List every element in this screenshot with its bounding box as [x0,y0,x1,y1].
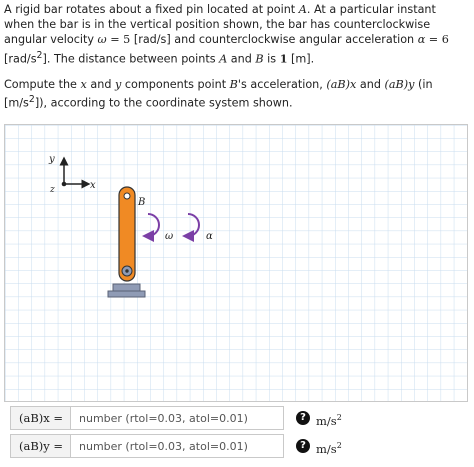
math-B: B [229,77,238,91]
answer-label-aBy: (aB)y = [10,434,70,458]
problem-text: is [263,52,280,66]
alpha-value: 6 [441,33,449,47]
math-y: y [114,77,122,91]
y-axis-label: y [49,154,55,165]
pin-support [108,284,145,297]
math-A: A [298,3,307,16]
problem-text: ]), according to the coordinate system shown. [34,96,293,110]
problem-text: . At a particular instant when the bar is in the vertical position shown, the bar has counterclockwise angular velocity [4,3,436,47]
problem-text: and [356,77,385,91]
problem-paragraph-1 [4,2,468,67]
answer-input-aBy[interactable] [70,434,284,458]
unit-label [316,406,342,430]
z-axis-dot [62,182,67,187]
omega-label: ω [165,231,174,242]
math-eq: = [425,33,442,47]
unit-text: m/s [316,413,337,428]
grid-background [5,125,467,401]
answer-label-aBx: (aB)x = [10,406,70,430]
support-plate [108,291,145,297]
superscript: 2 [28,93,35,105]
problem-text: and [227,52,256,66]
alpha-label: α [206,231,213,242]
pin-A-center [125,269,128,272]
problem-text: 's acceleration, [237,77,327,91]
unit-text: m/s [316,441,337,456]
omega-value: 5 [123,33,131,47]
distance-value: 1 [279,51,288,66]
unit-superscript: 2 [336,441,342,450]
math-alpha: α [417,33,426,47]
answer-input-aBx[interactable] [70,406,284,430]
math-omega: ω [97,33,107,47]
mechanism-figure [5,125,467,401]
help-icon[interactable]: ? [296,411,310,425]
problem-text: [m]. [287,52,315,66]
help-icon[interactable]: ? [296,439,310,453]
problem-text: and [86,77,115,91]
problem-text: Compute the [4,77,81,91]
math-eq: = [106,33,124,47]
problem-text: components point [121,77,230,91]
math-B: B [255,52,264,66]
answer-row-aBx [4,406,468,430]
problem-statement [4,2,468,111]
unit-label [316,434,342,458]
figure-panel [4,124,468,402]
math-aBx: (aB)x [326,77,357,91]
superscript: 2 [36,49,43,61]
x-axis-label: x [90,180,96,191]
math-x: x [80,77,87,91]
point-B-marker [124,193,130,199]
answer-row-aBy [4,434,468,458]
problem-text: (in [m/s [4,77,433,110]
problem-text: ]. The distance between points [42,52,220,66]
unit-superscript: 2 [336,413,342,422]
math-aBy: (aB)y [384,77,415,91]
problem-paragraph-2 [4,77,468,111]
math-A: A [219,52,228,66]
point-B-label: B [138,197,146,208]
problem-text: A rigid bar rotates about a fixed pin located at point [4,3,299,16]
problem-text: [rad/s [4,52,37,66]
z-axis-label: z [50,185,55,195]
problem-text: [rad/s] and counterclockwise angular acceleration [130,33,418,47]
